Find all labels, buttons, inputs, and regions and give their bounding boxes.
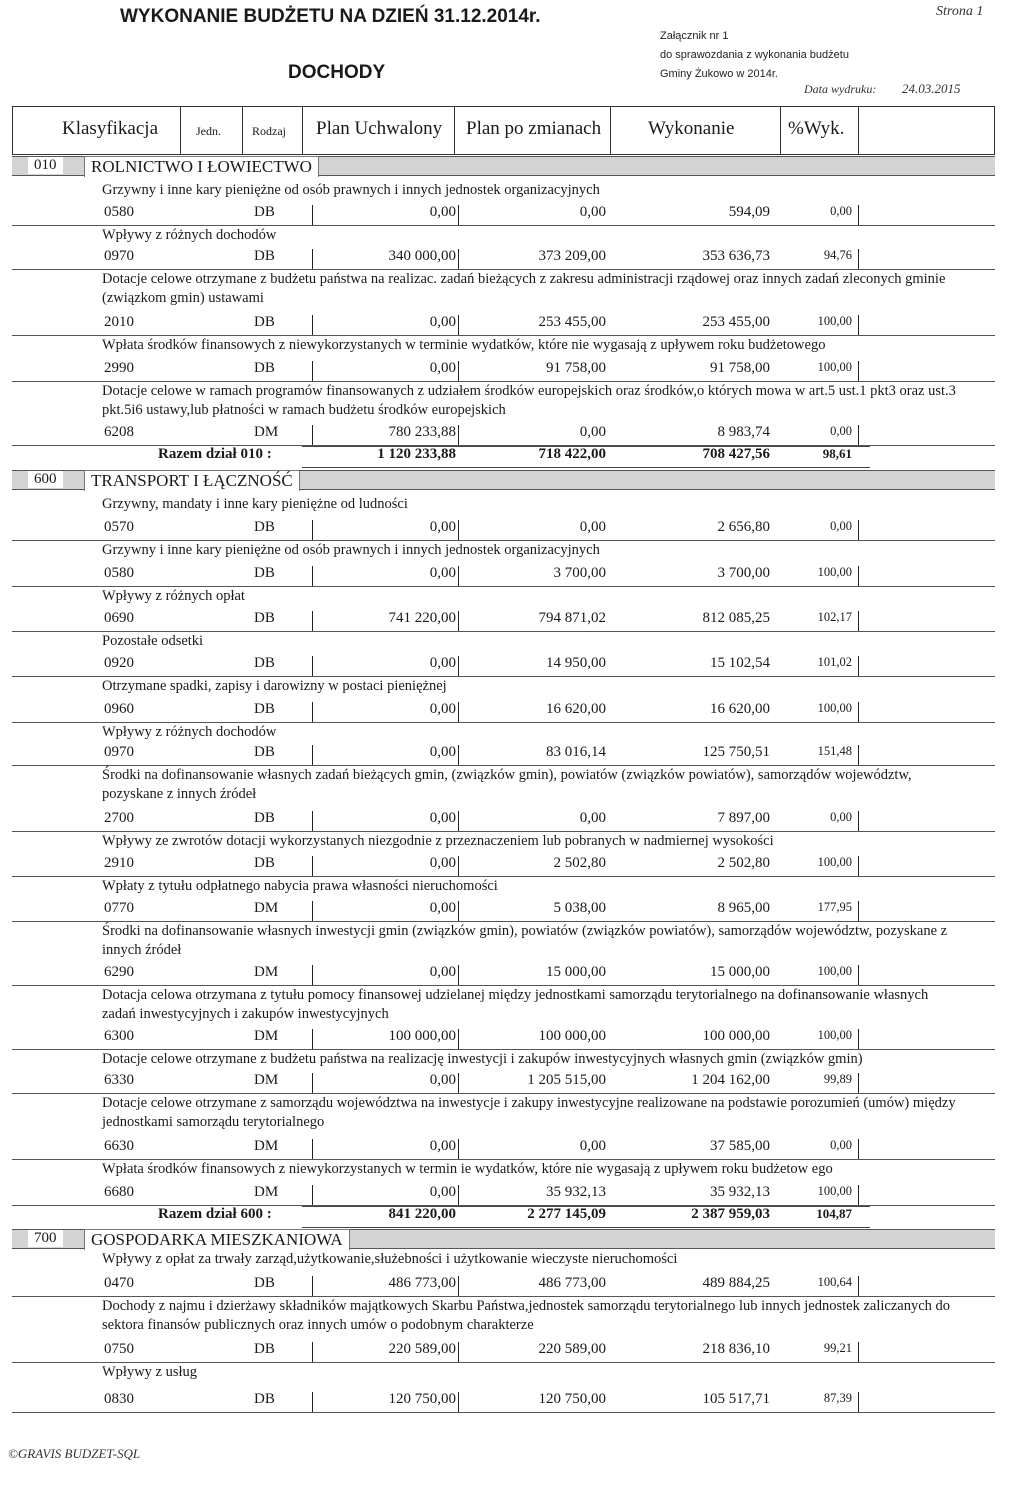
table-row: [12, 495, 995, 541]
percent-value: 87,39: [823, 1391, 852, 1405]
classification-code: 6680: [104, 1184, 134, 1200]
wykonanie-value: 105 517,71: [702, 1391, 770, 1407]
percent-value: 100,00: [817, 701, 852, 715]
column-header-rodzaj: Rodzaj: [252, 124, 286, 138]
column-tick: [312, 205, 313, 225]
percent-value: 0,00: [830, 424, 852, 438]
plan-uchwalony-value: 0,00: [429, 900, 456, 916]
wykonanie-value: 2 656,80: [717, 519, 770, 535]
classification-code: 0830: [104, 1391, 134, 1407]
wykonanie-value: 7 897,00: [717, 810, 770, 826]
plan-uchwalony-value: 220 589,00: [388, 1341, 456, 1357]
table-row: [12, 382, 995, 446]
plan-po-zmianach-value: 253 455,00: [538, 314, 606, 330]
plan-po-zmianach-value: 14 950,00: [546, 655, 606, 671]
wykonanie-value: 3 700,00: [717, 565, 770, 581]
percent-value: 151,48: [817, 744, 852, 758]
percent-value: 100,00: [817, 360, 852, 374]
table-row: [12, 986, 995, 1050]
percent-value: 99,89: [823, 1072, 852, 1086]
entry-description: Wpłata środków finansowych z niewykorzystanych w terminie wydatków, które nie wygasają z upływem roku budżetowego: [102, 337, 826, 353]
plan-po-zmianach-value: 0,00: [579, 424, 606, 440]
column-tick: [858, 361, 859, 381]
column-tick: [312, 1185, 313, 1205]
rodzaj-code: DB: [254, 655, 275, 671]
column-tick: [858, 1139, 859, 1159]
total-label: Razem dział 010 :: [158, 446, 272, 462]
plan-po-zmianach-value: 16 620,00: [546, 701, 606, 717]
column-tick: [458, 745, 459, 765]
rodzaj-code: DB: [254, 360, 275, 376]
classification-code: 2990: [104, 360, 134, 376]
table-row: [12, 1094, 995, 1160]
rodzaj-code: DB: [254, 248, 275, 264]
percent-value: 101,02: [817, 655, 852, 669]
column-tick: [858, 856, 859, 876]
column-tick: [458, 965, 459, 985]
column-tick: [312, 425, 313, 445]
column-tick: [312, 1276, 313, 1296]
column-tick: [458, 1073, 459, 1093]
column-header-pct: %Wyk.: [788, 118, 845, 139]
entry-description: Dotacje celowe otrzymane z budżetu państwa na realizac. zadań bieżących z zakresu administracji rządowej oraz innych zadań zleconych gminie (związkom gmin) ustawami: [102, 271, 946, 306]
wykonanie-value: 253 455,00: [702, 314, 770, 330]
rodzaj-code: DM: [254, 900, 279, 916]
rodzaj-code: DB: [254, 1275, 275, 1291]
column-tick: [458, 1029, 459, 1049]
classification-code: 0960: [104, 701, 134, 717]
column-tick: [458, 811, 459, 831]
percent-value: 100,00: [817, 855, 852, 869]
plan-uchwalony-value: 0,00: [429, 964, 456, 980]
plan-po-zmianach-value: 0,00: [579, 519, 606, 535]
classification-code: 0750: [104, 1341, 134, 1357]
column-tick: [458, 249, 459, 269]
total-label: Razem dział 600 :: [158, 1206, 272, 1222]
section-name: GOSPODARKA MIESZKANIOWA: [84, 1229, 350, 1250]
wykonanie-value: 37 585,00: [710, 1138, 770, 1154]
column-tick: [858, 1185, 859, 1205]
wykonanie-value: 353 636,73: [702, 248, 770, 264]
column-header-jedn: Jedn.: [196, 124, 221, 138]
column-tick: [858, 1276, 859, 1296]
wykonanie-value: 812 085,25: [702, 610, 770, 626]
classification-code: 0580: [104, 204, 134, 220]
rodzaj-code: DM: [254, 964, 279, 980]
column-tick: [312, 249, 313, 269]
plan-po-zmianach-value: 220 589,00: [538, 1341, 606, 1357]
wykonanie-value: 15 000,00: [710, 964, 770, 980]
entry-description: Środki na dofinansowanie własnych inwestycji gmin (związków gmin), powiatów (związków powiatów), samorządów województw, pozyskane z innych źródeł: [102, 923, 948, 958]
classification-code: 0920: [104, 655, 134, 671]
table-row: [12, 632, 995, 677]
entry-description: Otrzymane spadki, zapisy i darowizny w postaci pieniężnej: [102, 678, 447, 694]
classification-code: 6208: [104, 424, 134, 440]
table-row: [12, 587, 995, 632]
rodzaj-code: DM: [254, 424, 279, 440]
column-tick: [858, 702, 859, 722]
wykonanie-value: 16 620,00: [710, 701, 770, 717]
column-tick: [458, 1392, 459, 1412]
percent-value: 0,00: [830, 1138, 852, 1152]
column-header-klasyfikacja: Klasyfikacja: [62, 118, 159, 139]
plan-po-zmianach-value: 120 750,00: [538, 1391, 606, 1407]
classification-code: 6630: [104, 1138, 134, 1154]
wykonanie-value: 100 000,00: [702, 1028, 770, 1044]
total-plan-uchwalony: 1 120 233,88: [377, 446, 456, 462]
column-tick: [458, 611, 459, 631]
column-tick: [458, 901, 459, 921]
percent-value: 177,95: [817, 900, 852, 914]
column-tick: [312, 856, 313, 876]
section-code: 700: [28, 1230, 63, 1247]
column-tick: [858, 1342, 859, 1362]
column-tick: [858, 656, 859, 676]
column-tick: [458, 520, 459, 540]
plan-uchwalony-value: 100 000,00: [388, 1028, 456, 1044]
column-tick: [312, 566, 313, 586]
column-tick: [858, 425, 859, 445]
wykonanie-value: 125 750,51: [702, 744, 770, 760]
classification-code: 2910: [104, 855, 134, 871]
plan-po-zmianach-value: 91 758,00: [546, 360, 606, 376]
total-wykonanie: 708 427,56: [702, 446, 770, 462]
entry-description: Wpływy ze zwrotów dotacji wykorzystanych niezgodnie z przeznaczeniem lub pobranych w nadmiernej wysokości: [102, 833, 774, 849]
section-code: 010: [28, 157, 63, 174]
total-percent: 98,61: [822, 446, 852, 461]
total-plan-uchwalony: 841 220,00: [388, 1206, 456, 1222]
column-tick: [458, 1185, 459, 1205]
column-tick: [458, 656, 459, 676]
column-tick: [312, 361, 313, 381]
wykonanie-value: 218 836,10: [702, 1341, 770, 1357]
table-row: [12, 226, 995, 270]
classification-code: 0970: [104, 744, 134, 760]
table-row: [12, 1250, 995, 1297]
classification-code: 6300: [104, 1028, 134, 1044]
section-header: [12, 1229, 995, 1249]
column-tick: [312, 315, 313, 335]
classification-code: 0580: [104, 565, 134, 581]
classification-code: 6330: [104, 1072, 134, 1088]
section-code: 600: [28, 471, 63, 488]
table-row: [12, 832, 995, 877]
table-row: [12, 181, 995, 226]
column-tick: [312, 1139, 313, 1159]
document-subtitle: DOCHODY: [288, 62, 386, 83]
column-tick: [858, 205, 859, 225]
column-tick: [858, 1392, 859, 1412]
column-tick: [458, 856, 459, 876]
column-header-wykonanie: Wykonanie: [648, 118, 735, 139]
plan-po-zmianach-value: 0,00: [579, 204, 606, 220]
percent-value: 100,00: [817, 565, 852, 579]
entry-description: Dotacje celowe otrzymane z samorządu województwa na inwestycje i zakupy inwestycyjne realizowane na podstawie porozumień (umów) między jednostkami samorządu terytorialnego: [102, 1095, 956, 1130]
column-tick: [458, 425, 459, 445]
percent-value: 100,00: [817, 314, 852, 328]
table-row: [12, 723, 995, 766]
plan-uchwalony-value: 340 000,00: [388, 248, 456, 264]
document-title: WYKONANIE BUDŻETU NA DZIEŃ 31.12.2014r.: [120, 6, 541, 27]
column-tick: [458, 1139, 459, 1159]
rodzaj-code: DM: [254, 1138, 279, 1154]
table-row: [12, 922, 995, 986]
rodzaj-code: DB: [254, 701, 275, 717]
table-row: [12, 270, 995, 336]
plan-po-zmianach-value: 373 209,00: [538, 248, 606, 264]
wykonanie-value: 35 932,13: [710, 1184, 770, 1200]
column-header-plan-uchwalony: Plan Uchwalony: [316, 118, 443, 139]
plan-uchwalony-value: 741 220,00: [388, 610, 456, 626]
column-tick: [858, 611, 859, 631]
column-tick: [858, 315, 859, 335]
plan-uchwalony-value: 0,00: [429, 1138, 456, 1154]
plan-po-zmianach-value: 0,00: [579, 810, 606, 826]
plan-po-zmianach-value: 3 700,00: [553, 565, 606, 581]
wykonanie-value: 8 965,00: [717, 900, 770, 916]
column-tick: [312, 965, 313, 985]
plan-uchwalony-value: 0,00: [429, 519, 456, 535]
rodzaj-code: DB: [254, 204, 275, 220]
plan-uchwalony-value: 0,00: [429, 565, 456, 581]
classification-code: 0970: [104, 248, 134, 264]
total-wykonanie: 2 387 959,03: [691, 1206, 770, 1222]
print-date: 24.03.2015: [902, 81, 961, 96]
section-total-row: [12, 1206, 995, 1226]
column-tick: [312, 811, 313, 831]
column-tick: [312, 611, 313, 631]
entry-description: Środki na dofinansowanie własnych zadań bieżących gmin, (związków gmin), powiatów (związków powiatów), samorządów województw, pozyskane z innych źródeł: [102, 767, 912, 802]
table-row: [12, 1363, 995, 1413]
column-tick: [312, 656, 313, 676]
percent-value: 102,17: [817, 610, 852, 624]
wykonanie-value: 1 204 162,00: [691, 1072, 770, 1088]
footer-text: ©GRAVIS BUDZET-SQL: [8, 1446, 141, 1461]
entry-description: Wpływy z opłat za trwały zarząd,użytkowanie,służebności i użytkowanie wieczyste nieruchomości: [102, 1251, 678, 1267]
percent-value: 0,00: [830, 204, 852, 218]
plan-po-zmianach-value: 0,00: [579, 1138, 606, 1154]
column-tick: [458, 1276, 459, 1296]
column-tick: [858, 1029, 859, 1049]
plan-po-zmianach-value: 83 016,14: [546, 744, 606, 760]
entry-description: Wpływy z usług: [102, 1364, 198, 1380]
wykonanie-value: 91 758,00: [710, 360, 770, 376]
plan-uchwalony-value: 0,00: [429, 744, 456, 760]
print-date-label: Data wydruku:: [804, 82, 877, 96]
percent-value: 100,00: [817, 964, 852, 978]
table-row: [12, 1160, 995, 1206]
wykonanie-value: 8 983,74: [717, 424, 770, 440]
section-name: ROLNICTWO I ŁOWIECTWO: [84, 156, 319, 177]
column-tick: [312, 901, 313, 921]
classification-code: 6290: [104, 964, 134, 980]
plan-uchwalony-value: 0,00: [429, 1072, 456, 1088]
entry-description: Wpłaty z tytułu odpłatnego nabycia prawa własności nieruchomości: [102, 878, 498, 894]
plan-uchwalony-value: 120 750,00: [388, 1391, 456, 1407]
plan-po-zmianach-value: 486 773,00: [538, 1275, 606, 1291]
entry-description: Wpływy z różnych dochodów: [102, 227, 277, 243]
classification-code: 2010: [104, 314, 134, 330]
plan-po-zmianach-value: 2 502,80: [553, 855, 606, 871]
percent-value: 0,00: [830, 810, 852, 824]
column-tick: [858, 566, 859, 586]
plan-po-zmianach-value: 1 205 515,00: [527, 1072, 606, 1088]
plan-uchwalony-value: 0,00: [429, 314, 456, 330]
wykonanie-value: 489 884,25: [702, 1275, 770, 1291]
wykonanie-value: 15 102,54: [710, 655, 770, 671]
rodzaj-code: DB: [254, 744, 275, 760]
entry-description: Dotacje celowe otrzymane z budżetu państwa na realizację inwestycji i zakupów inwestycyjnych własnych gmin (związków gmin): [102, 1051, 863, 1067]
plan-uchwalony-value: 0,00: [429, 360, 456, 376]
rodzaj-code: DM: [254, 1072, 279, 1088]
column-tick: [858, 811, 859, 831]
attachment-line: Gminy Żukowo w 2014r.: [660, 68, 778, 80]
wykonanie-value: 594,09: [728, 204, 770, 220]
column-tick: [312, 745, 313, 765]
entry-description: Grzywny i inne kary pieniężne od osób prawnych i innych jednostek organizacyjnych: [102, 542, 600, 558]
entry-description: Dotacja celowa otrzymana z tytułu pomocy finansowej udzielanej między jednostkami samorządu terytorialnego na dofinansowanie własnych zadań inwestycyjnych i zakupów inwestycyjnych: [102, 987, 929, 1022]
rodzaj-code: DB: [254, 810, 275, 826]
rodzaj-code: DB: [254, 1391, 275, 1407]
percent-value: 100,00: [817, 1028, 852, 1042]
rodzaj-code: DM: [254, 1184, 279, 1200]
plan-po-zmianach-value: 35 932,13: [546, 1184, 606, 1200]
plan-po-zmianach-value: 100 000,00: [538, 1028, 606, 1044]
percent-value: 100,00: [817, 1184, 852, 1198]
percent-value: 100,64: [817, 1275, 852, 1289]
percent-value: 99,21: [823, 1341, 852, 1355]
plan-uchwalony-value: 780 233,88: [388, 424, 456, 440]
plan-uchwalony-value: 486 773,00: [388, 1275, 456, 1291]
entry-description: Wpłata środków finansowych z niewykorzystanych w termin ie wydatków, które nie wygasają z upływem roku budżetow ego: [102, 1161, 833, 1177]
section-header: [12, 470, 995, 490]
column-tick: [312, 1392, 313, 1412]
classification-code: 0690: [104, 610, 134, 626]
entry-description: Grzywny, mandaty i inne kary pieniężne od ludności: [102, 496, 408, 512]
total-percent: 104,87: [816, 1206, 852, 1221]
plan-po-zmianach-value: 5 038,00: [553, 900, 606, 916]
column-tick: [858, 520, 859, 540]
plan-uchwalony-value: 0,00: [429, 1184, 456, 1200]
table-row: [12, 877, 995, 922]
column-tick: [458, 205, 459, 225]
column-tick: [458, 361, 459, 381]
plan-po-zmianach-value: 15 000,00: [546, 964, 606, 980]
entry-description: Dochody z najmu i dzierżawy składników majątkowych Skarbu Państwa,jednostek samorządu terytorialnego lub innych jednostek zaliczanych do sektora finansów publicznych oraz innych umów o podobnym charakterze: [102, 1298, 951, 1333]
percent-value: 94,76: [823, 248, 852, 262]
column-tick: [312, 1342, 313, 1362]
page-number: Strona 1: [936, 4, 984, 19]
column-tick: [312, 520, 313, 540]
rodzaj-code: DB: [254, 314, 275, 330]
rodzaj-code: DB: [254, 565, 275, 581]
rodzaj-code: DB: [254, 1341, 275, 1357]
attachment-line: do sprawozdania z wykonania budżetu: [660, 49, 849, 61]
plan-uchwalony-value: 0,00: [429, 204, 456, 220]
entry-description: Dotacje celowe w ramach programów finansowanych z udziałem środków europejskich oraz środków,o których mowa w art.5 ust.1 pkt3 oraz ust.3 pkt.5i6 ustawy,lub płatności w ramach budżetu środków europejskich: [102, 383, 956, 418]
table-row: [12, 766, 995, 832]
column-tick: [458, 1342, 459, 1362]
total-plan-po-zmianach: 2 277 145,09: [527, 1206, 606, 1222]
column-tick: [458, 315, 459, 335]
plan-uchwalony-value: 0,00: [429, 810, 456, 826]
rodzaj-code: DM: [254, 1028, 279, 1044]
entry-description: Wpływy z różnych opłat: [102, 588, 245, 604]
entry-description: Grzywny i inne kary pieniężne od osób prawnych i innych jednostek organizacyjnych: [102, 182, 600, 198]
column-tick: [458, 702, 459, 722]
column-tick: [312, 702, 313, 722]
section-name: TRANSPORT I ŁĄCZNOŚĆ: [84, 470, 300, 491]
rodzaj-code: DB: [254, 855, 275, 871]
row-divider: [12, 1412, 995, 1413]
wykonanie-value: 2 502,80: [717, 855, 770, 871]
attachment-line: Załącznik nr 1: [660, 30, 729, 42]
percent-value: 0,00: [830, 519, 852, 533]
column-tick: [858, 965, 859, 985]
column-tick: [858, 745, 859, 765]
entry-description: Wpływy z różnych dochodów: [102, 724, 277, 740]
column-tick: [312, 1073, 313, 1093]
table-row: [12, 1050, 995, 1094]
table-row: [12, 336, 995, 382]
classification-code: 0570: [104, 519, 134, 535]
column-header-plan-po-zmianach: Plan po zmianach: [466, 118, 602, 139]
table-row: [12, 677, 995, 723]
rodzaj-code: DB: [254, 519, 275, 535]
column-tick: [458, 566, 459, 586]
table-row: [12, 1297, 995, 1363]
column-tick: [858, 901, 859, 921]
plan-uchwalony-value: 0,00: [429, 655, 456, 671]
section-header: [12, 156, 995, 176]
plan-po-zmianach-value: 794 871,02: [538, 610, 606, 626]
section-total-row: [12, 446, 995, 466]
column-tick: [858, 249, 859, 269]
classification-code: 2700: [104, 810, 134, 826]
plan-uchwalony-value: 0,00: [429, 701, 456, 717]
total-plan-po-zmianach: 718 422,00: [538, 446, 606, 462]
plan-uchwalony-value: 0,00: [429, 855, 456, 871]
column-tick: [312, 1029, 313, 1049]
column-tick: [858, 1073, 859, 1093]
classification-code: 0470: [104, 1275, 134, 1291]
rodzaj-code: DB: [254, 610, 275, 626]
classification-code: 0770: [104, 900, 134, 916]
entry-description: Pozostałe odsetki: [102, 633, 204, 649]
table-row: [12, 541, 995, 587]
